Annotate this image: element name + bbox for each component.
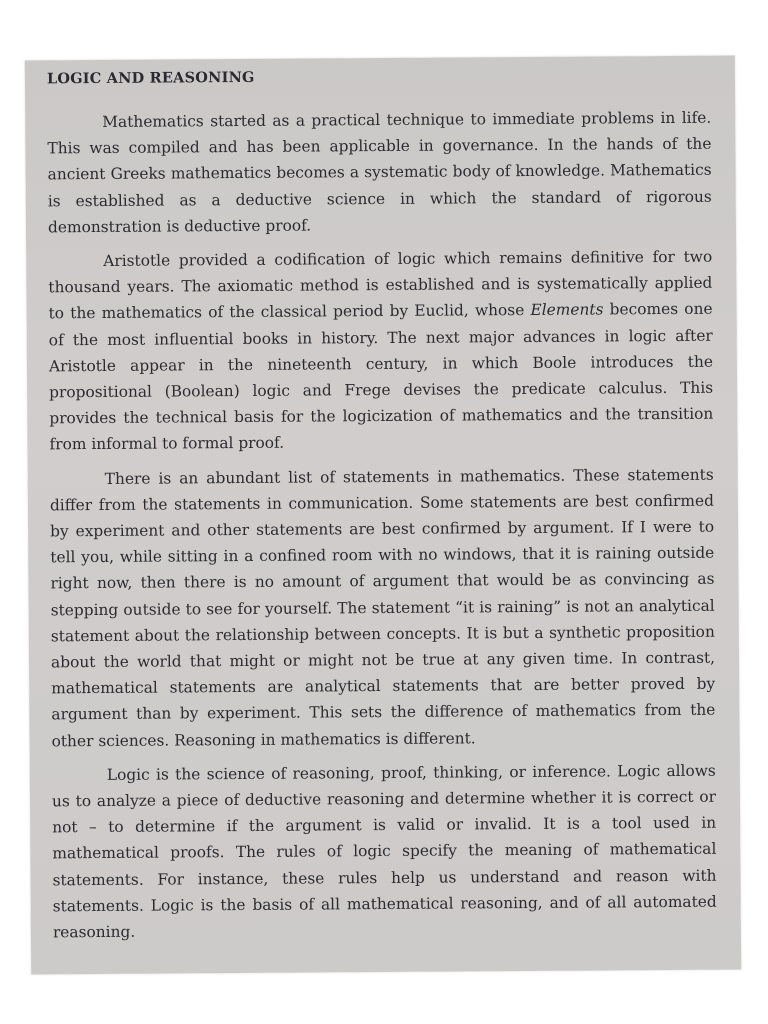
paragraph-4	[52, 758, 717, 946]
page-content	[47, 66, 717, 954]
book-title-italic: Elements	[530, 300, 604, 320]
book-page	[25, 56, 741, 975]
section-heading: LOGIC AND REASONING	[46, 68, 255, 88]
paragraph-2-text-end: becomes one of the most influential books in history. The next major advances in logic after Aristotle appear in the nineteenth century, in which Boole introduces the propositional (Boolean) logic and Frege devises the predicate calculus. This provides the technical basis for the logicization of mathematics and the transition from informal to formal proof.	[48, 300, 714, 454]
paragraph-1-text: Mathematics started as a practical technique to immediate problems in life. This was compiled and has been applicable in governance. In the hands of the ancient Greeks mathematics becomes a systematic body of knowledge. Mathematics is established as a deductive science in which the standard of rigorous demonstration is deductive proof.	[47, 108, 712, 237]
paragraph-2	[48, 244, 713, 458]
paragraph-2-text-start: Aristotle provided a codification of logic which remains definitive for two thousand years. The axiomatic method is established and is systematically applied to the mathematics of the classical period by Euclid, whose	[48, 247, 713, 323]
paragraph-1	[47, 105, 712, 241]
paragraph-3	[50, 461, 716, 754]
paragraph-4-text: Logic is the science of reasoning, proof, thinking, or inference. Logic allows us to analyze a piece of deductive reasoning and determine whether it is correct or not – to determine if the argument is valid or invalid. It is a tool used in mathematical proofs. The rules of logic specify the meaning of mathematical statements. For instance, these rules help us understand and reason with statements. Logic is the basis of all mathematical reasoning, and of all automated reasoning.	[51, 761, 717, 942]
paragraph-3-text: There is an abundant list of statements in mathematics. These statements differ from the statements in communication. Some statements are best confirmed by experiment and other statements are best confirmed by argument. If I were to tell you, while sitting in a confined room with no windows, that it is raining outside right now, then there is no amount of argument that would be as convincing as stepping outside to see for yourself. The statement “it is raining” is not an analytical statement about the relationship between concepts. It is but a synthetic proposition about the world that might or might not be true at any given time. In contrast, mathematical statements are analytical statements that are better proved by argument than by experiment. This sets the difference of mathematics from the other sciences. Reasoning in mathematics is different.	[49, 465, 716, 750]
